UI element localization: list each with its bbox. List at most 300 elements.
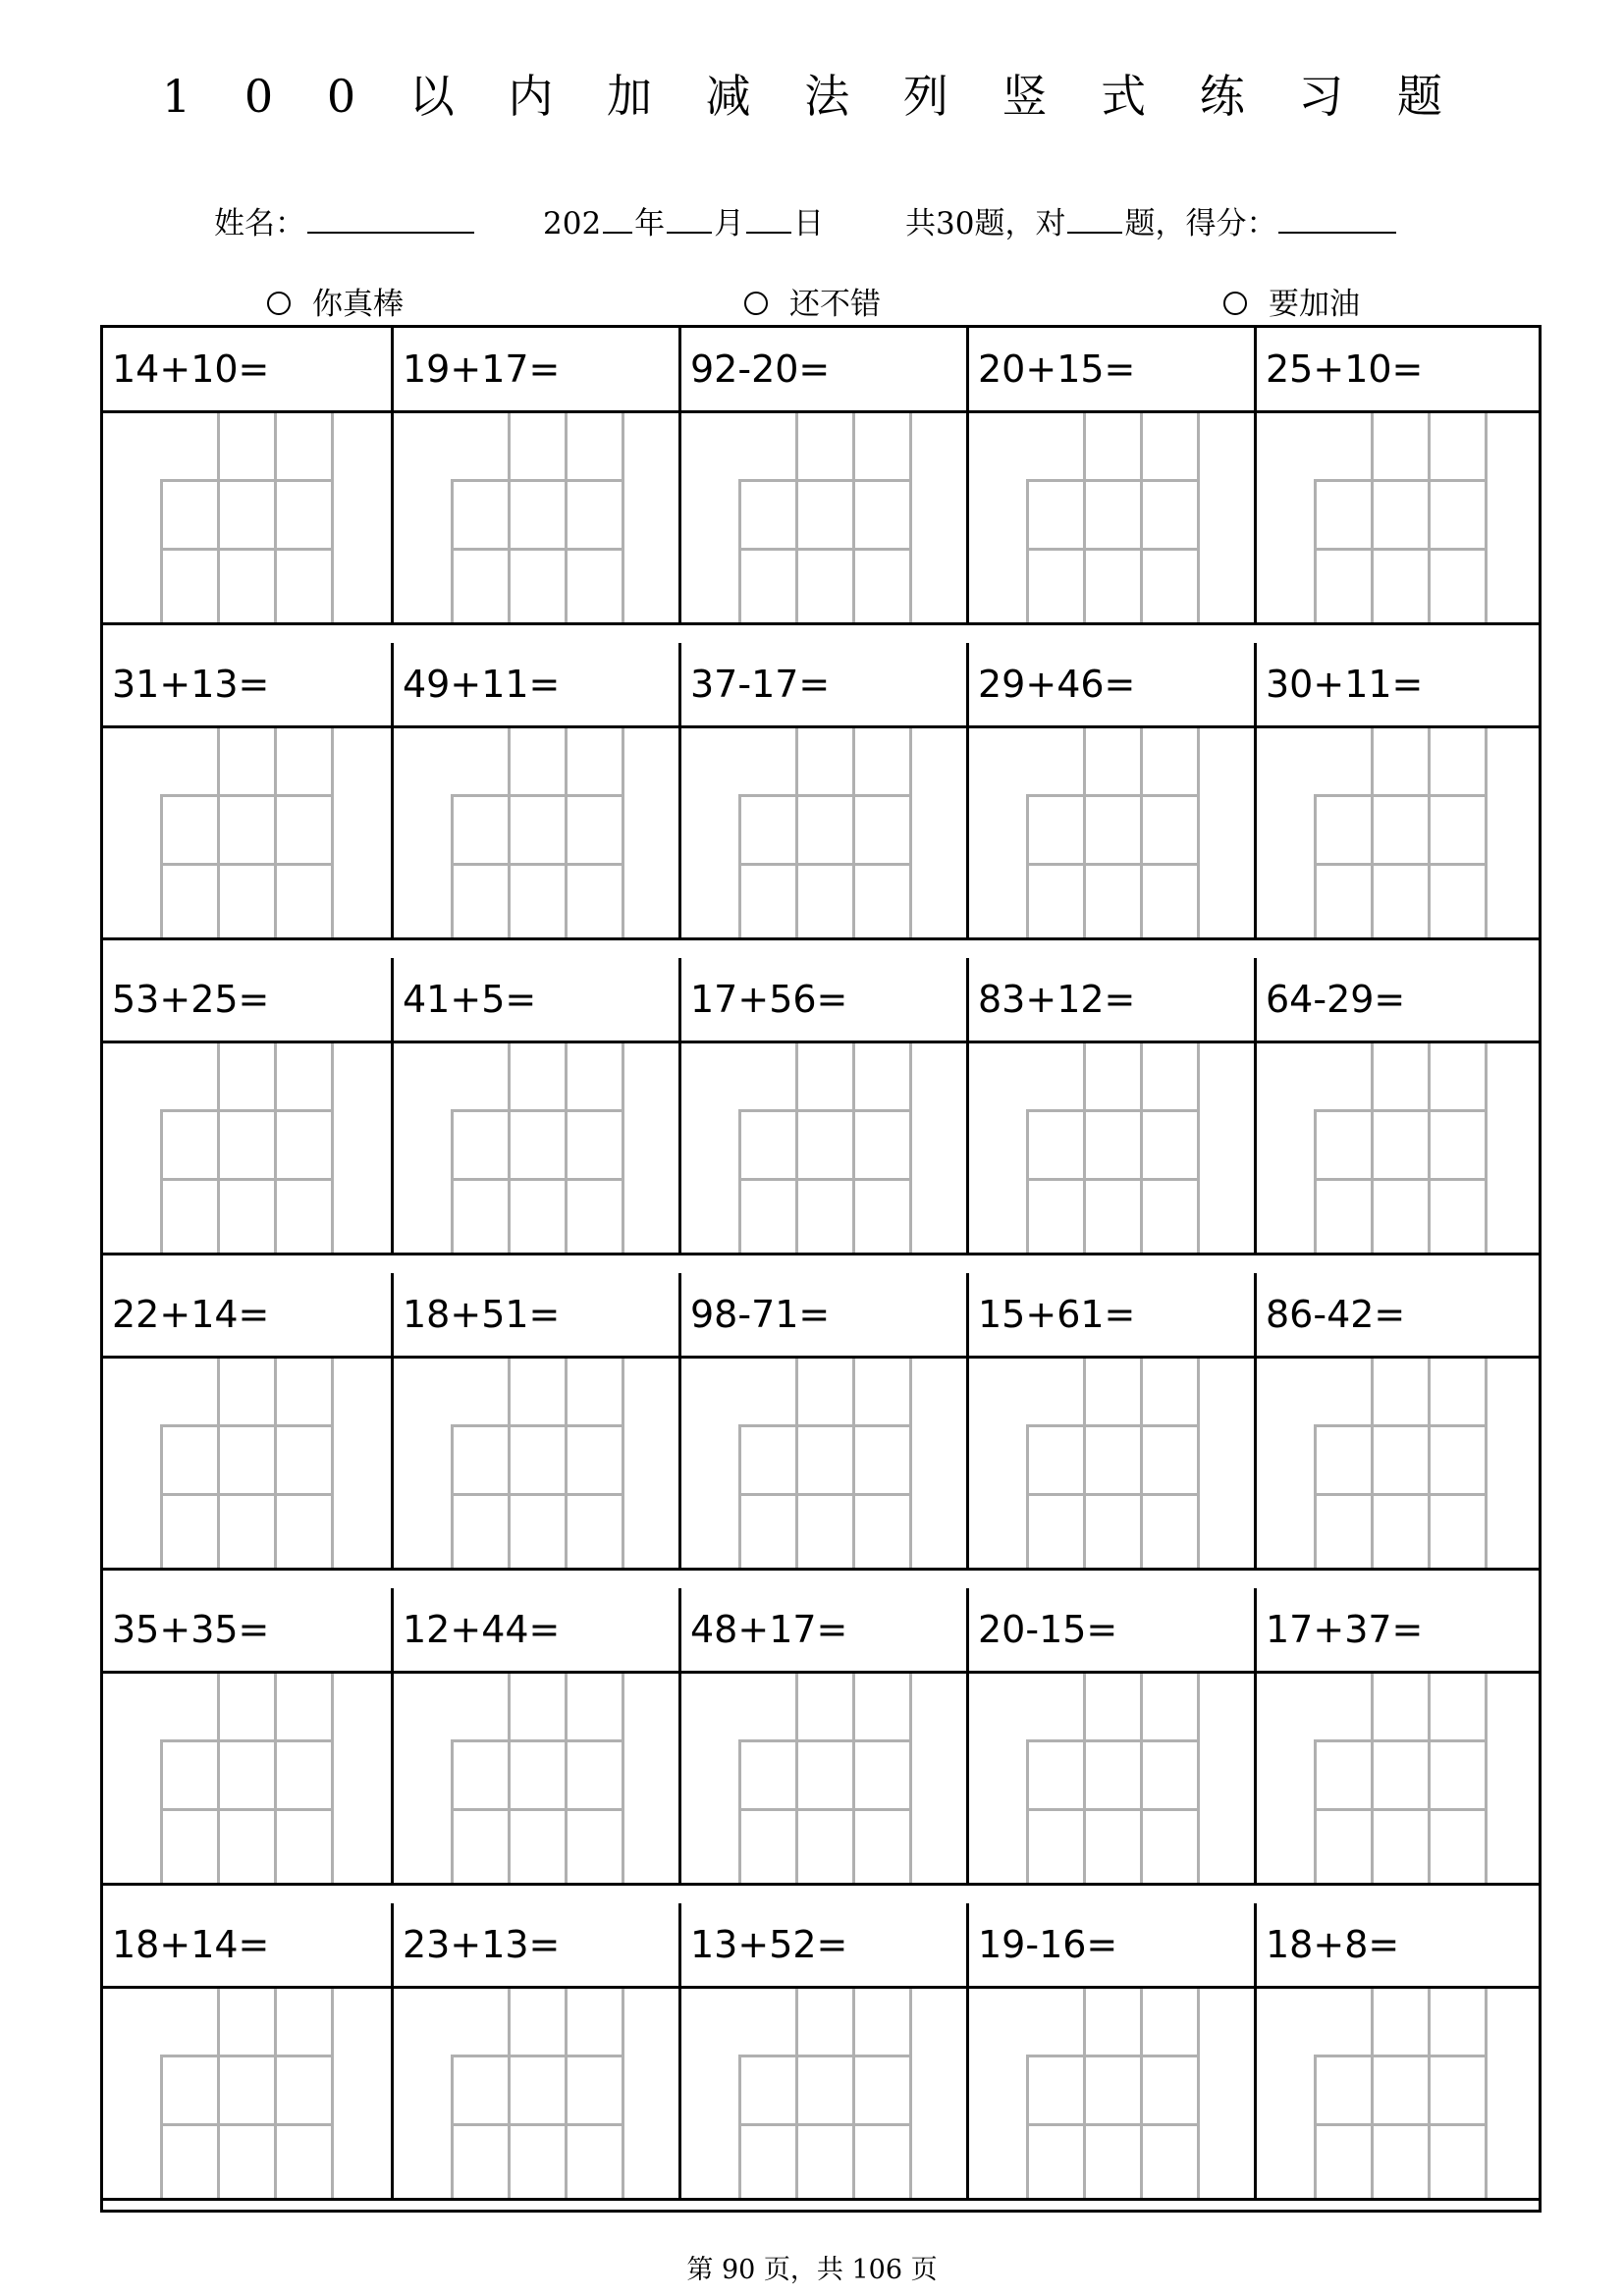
vertical-calc-grid[interactable] [681, 728, 966, 937]
grid-line-horizontal [738, 1424, 912, 1427]
grid-line-vertical [852, 728, 855, 937]
rating-option[interactable] [744, 279, 881, 323]
question-cell [678, 1273, 966, 1568]
grid-line-vertical [909, 413, 912, 622]
grid-line-horizontal [738, 863, 912, 866]
question-header [394, 643, 678, 728]
grid-line-vertical [852, 1043, 855, 1253]
grid-line-vertical [852, 1674, 855, 1883]
question-cell [391, 643, 678, 937]
question-cell [966, 1903, 1254, 2198]
grid-line-horizontal [1314, 1424, 1488, 1427]
radio-circle-icon[interactable] [267, 292, 291, 315]
grid-line-vertical [1140, 728, 1143, 937]
grid-line-vertical [1083, 728, 1086, 937]
vertical-calc-grid[interactable] [969, 1043, 1254, 1253]
rating-option[interactable] [267, 279, 404, 323]
question-text: 18+14= [112, 1923, 270, 1966]
grid-line-horizontal [160, 2123, 334, 2126]
question-header [394, 958, 678, 1043]
vertical-calc-grid[interactable] [969, 1359, 1254, 1568]
grid-line-vertical [909, 728, 912, 937]
vertical-calc-grid[interactable] [103, 1359, 391, 1568]
vertical-calc-grid[interactable] [103, 1043, 391, 1253]
grid-line-horizontal [451, 479, 624, 482]
grid-line-horizontal [160, 548, 334, 551]
question-text: 35+35= [112, 1608, 270, 1651]
question-text: 14+10= [112, 347, 270, 391]
grid-line-vertical [852, 413, 855, 622]
grid-line-vertical [508, 1674, 511, 1883]
grid-line-vertical [622, 1359, 624, 1568]
grid-line-horizontal [451, 2123, 624, 2126]
question-cell [103, 1588, 391, 1883]
grid-line-horizontal [738, 479, 912, 482]
grid-line-vertical [1485, 1043, 1488, 1253]
grid-line-vertical [160, 1739, 163, 1883]
question-cell [391, 958, 678, 1253]
question-cell [103, 958, 391, 1253]
grid-line-horizontal [1026, 1493, 1200, 1496]
correct-blank [1067, 202, 1122, 234]
question-text: 13+52= [690, 1923, 848, 1966]
grid-line-vertical [160, 1424, 163, 1568]
worksheet-grid [100, 325, 1542, 2213]
grid-line-vertical [565, 413, 568, 622]
grid-line-vertical [451, 479, 454, 622]
question-cell [103, 328, 391, 622]
grid-line-vertical [738, 794, 741, 937]
total-label: 共30题，对 [905, 206, 1066, 241]
vertical-calc-grid[interactable] [681, 1674, 966, 1883]
vertical-calc-grid[interactable] [394, 1989, 678, 2198]
question-text: 53+25= [112, 978, 270, 1021]
grid-line-vertical [1197, 1674, 1200, 1883]
grid-line-vertical [565, 1043, 568, 1253]
question-cell [391, 1588, 678, 1883]
question-header [969, 643, 1254, 728]
question-cell [1254, 643, 1539, 937]
grid-line-horizontal [160, 479, 334, 482]
grid-line-vertical [331, 1989, 334, 2198]
question-text: 22+14= [112, 1293, 270, 1336]
grid-line-vertical [1026, 2055, 1029, 2198]
grid-line-vertical [1428, 728, 1431, 937]
question-header [681, 1588, 966, 1674]
vertical-calc-grid[interactable] [681, 1989, 966, 2198]
grid-line-vertical [738, 1424, 741, 1568]
radio-circle-icon[interactable] [744, 292, 768, 315]
grid-line-horizontal [1026, 1424, 1200, 1427]
question-text: 19+17= [403, 347, 561, 391]
question-text: 17+37= [1266, 1608, 1424, 1651]
vertical-calc-grid[interactable] [1257, 413, 1539, 622]
vertical-calc-grid[interactable] [1257, 1989, 1539, 2198]
grid-line-horizontal [1026, 1808, 1200, 1811]
question-text: 17+56= [690, 978, 848, 1021]
question-cell [966, 958, 1254, 1253]
grid-line-vertical [1197, 1989, 1200, 2198]
grid-line-vertical [1083, 1989, 1086, 2198]
grid-line-horizontal [738, 1739, 912, 1742]
grid-line-horizontal [738, 1178, 912, 1181]
grid-line-vertical [1314, 479, 1317, 622]
score-field [905, 198, 1398, 242]
question-cell [678, 958, 966, 1253]
year-blank [603, 202, 632, 234]
question-text: 49+11= [403, 663, 561, 706]
question-cell [1254, 1588, 1539, 1883]
grid-line-vertical [909, 1674, 912, 1883]
grid-line-horizontal [160, 1739, 334, 1742]
grid-line-vertical [1371, 1043, 1374, 1253]
question-text: 20+15= [978, 347, 1136, 391]
question-row [103, 1903, 1539, 2201]
grid-line-horizontal [1026, 794, 1200, 797]
question-text: 48+17= [690, 1608, 848, 1651]
page-footer: 第 90 页，共 106 页 [686, 2255, 938, 2285]
grid-line-horizontal [451, 1808, 624, 1811]
question-header [969, 1273, 1254, 1359]
grid-line-horizontal [1026, 1109, 1200, 1112]
grid-line-vertical [1314, 1424, 1317, 1568]
grid-line-horizontal [738, 1493, 912, 1496]
question-header [969, 1903, 1254, 1989]
grid-line-vertical [217, 1359, 220, 1568]
grid-line-horizontal [451, 2055, 624, 2057]
grid-line-vertical [1026, 794, 1029, 937]
grid-line-vertical [1026, 479, 1029, 622]
question-header [681, 328, 966, 413]
grid-line-vertical [1083, 1674, 1086, 1883]
question-text: 98-71= [690, 1293, 831, 1336]
question-cell [1254, 328, 1539, 622]
grid-line-horizontal [738, 1109, 912, 1112]
grid-line-horizontal [1314, 794, 1488, 797]
name-label: 姓名： [214, 206, 305, 241]
question-text: 20-15= [978, 1608, 1118, 1651]
question-cell [966, 1588, 1254, 1883]
grid-line-horizontal [1314, 1109, 1488, 1112]
grid-line-vertical [1197, 413, 1200, 622]
name-field [214, 198, 476, 242]
grid-line-vertical [1197, 1359, 1200, 1568]
grid-line-horizontal [160, 1178, 334, 1181]
question-text: 25+10= [1266, 347, 1424, 391]
grid-line-vertical [565, 1989, 568, 2198]
question-cell [391, 328, 678, 622]
vertical-calc-grid[interactable] [681, 1359, 966, 1568]
grid-line-horizontal [1026, 2123, 1200, 2126]
grid-line-vertical [451, 1109, 454, 1253]
grid-line-vertical [795, 413, 798, 622]
question-text: 18+51= [403, 1293, 561, 1336]
grid-line-vertical [1140, 1989, 1143, 2198]
grid-line-horizontal [1026, 1178, 1200, 1181]
vertical-calc-grid[interactable] [394, 1674, 678, 1883]
question-cell [1254, 958, 1539, 1253]
grid-line-horizontal [1314, 548, 1488, 551]
grid-line-vertical [1485, 728, 1488, 937]
vertical-calc-grid[interactable] [1257, 1359, 1539, 1568]
question-text: 92-20= [690, 347, 831, 391]
grid-line-vertical [274, 413, 277, 622]
question-header [1257, 328, 1539, 413]
vertical-calc-grid[interactable] [103, 728, 391, 937]
grid-line-vertical [622, 413, 624, 622]
correct-suffix: 题，得分： [1124, 206, 1277, 241]
grid-line-vertical [274, 1359, 277, 1568]
grid-line-vertical [217, 1043, 220, 1253]
grid-line-vertical [1314, 2055, 1317, 2198]
vertical-calc-grid[interactable] [103, 1674, 391, 1883]
question-header [103, 1903, 391, 1989]
name-blank [307, 202, 474, 234]
grid-line-vertical [1485, 1674, 1488, 1883]
grid-line-horizontal [1314, 863, 1488, 866]
grid-line-vertical [852, 1989, 855, 2198]
grid-line-vertical [508, 728, 511, 937]
grid-line-vertical [738, 2055, 741, 2198]
question-cell [1254, 1903, 1539, 2198]
question-header [969, 1588, 1254, 1674]
grid-line-horizontal [160, 1424, 334, 1427]
grid-line-vertical [622, 728, 624, 937]
vertical-calc-grid[interactable] [1257, 1043, 1539, 1253]
question-row [103, 958, 1539, 1255]
grid-line-vertical [451, 2055, 454, 2198]
grid-line-vertical [1314, 1109, 1317, 1253]
grid-line-vertical [795, 1359, 798, 1568]
vertical-calc-grid[interactable] [681, 1043, 966, 1253]
question-text: 19-16= [978, 1923, 1118, 1966]
grid-line-horizontal [1314, 1493, 1488, 1496]
day-blank [746, 202, 791, 234]
grid-line-vertical [508, 1359, 511, 1568]
grid-line-vertical [909, 1043, 912, 1253]
grid-line-vertical [1371, 1359, 1374, 1568]
grid-line-vertical [909, 1359, 912, 1568]
month-label: 月 [714, 206, 745, 241]
grid-line-vertical [1371, 1989, 1374, 2198]
grid-line-vertical [795, 728, 798, 937]
year-prefix: 202 [543, 206, 602, 241]
vertical-calc-grid[interactable] [969, 1674, 1254, 1883]
grid-line-vertical [1485, 1359, 1488, 1568]
grid-line-vertical [795, 1989, 798, 2198]
grid-line-vertical [451, 1739, 454, 1883]
question-text: 30+11= [1266, 663, 1424, 706]
grid-line-vertical [1026, 1109, 1029, 1253]
grid-line-vertical [795, 1043, 798, 1253]
grid-line-vertical [1140, 1359, 1143, 1568]
grid-line-horizontal [738, 548, 912, 551]
grid-line-vertical [508, 1989, 511, 2198]
grid-line-horizontal [1026, 863, 1200, 866]
grid-line-vertical [331, 1674, 334, 1883]
grid-line-vertical [738, 1739, 741, 1883]
question-text: 31+13= [112, 663, 270, 706]
grid-line-vertical [1428, 413, 1431, 622]
grid-line-horizontal [451, 1178, 624, 1181]
grid-line-vertical [160, 1109, 163, 1253]
grid-line-vertical [622, 1989, 624, 2198]
question-cell [966, 643, 1254, 937]
vertical-calc-grid[interactable] [394, 413, 678, 622]
grid-line-vertical [274, 1989, 277, 2198]
grid-line-vertical [1485, 1989, 1488, 2198]
question-text: 29+46= [978, 663, 1136, 706]
vertical-calc-grid[interactable] [103, 1989, 391, 2198]
grid-line-vertical [1314, 1739, 1317, 1883]
question-cell [678, 328, 966, 622]
question-header [681, 1273, 966, 1359]
grid-line-vertical [331, 728, 334, 937]
question-header [1257, 1273, 1539, 1359]
question-text: 18+8= [1266, 1923, 1400, 1966]
rating-label: 还不错 [789, 287, 881, 322]
question-header [681, 1903, 966, 1989]
grid-line-horizontal [1314, 1739, 1488, 1742]
grid-line-horizontal [451, 863, 624, 866]
grid-line-vertical [217, 728, 220, 937]
vertical-calc-grid[interactable] [394, 1043, 678, 1253]
question-cell [966, 328, 1254, 622]
question-header [1257, 958, 1539, 1043]
rating-option[interactable] [1223, 279, 1360, 323]
question-text: 86-42= [1266, 1293, 1406, 1336]
grid-line-vertical [1485, 413, 1488, 622]
vertical-calc-grid[interactable] [681, 413, 966, 622]
vertical-calc-grid[interactable] [1257, 728, 1539, 937]
question-row [103, 328, 1539, 625]
grid-line-horizontal [451, 1493, 624, 1496]
vertical-calc-grid[interactable] [969, 413, 1254, 622]
vertical-calc-grid[interactable] [1257, 1674, 1539, 1883]
question-header [681, 643, 966, 728]
grid-line-vertical [1083, 1359, 1086, 1568]
question-text: 83+12= [978, 978, 1136, 1021]
grid-line-vertical [738, 1109, 741, 1253]
grid-line-vertical [1197, 728, 1200, 937]
question-text: 23+13= [403, 1923, 561, 1966]
grid-line-vertical [795, 1674, 798, 1883]
grid-line-vertical [508, 1043, 511, 1253]
vertical-calc-grid[interactable] [103, 413, 391, 622]
question-header [1257, 643, 1539, 728]
score-blank [1278, 202, 1396, 234]
question-text: 41+5= [403, 978, 537, 1021]
question-header [1257, 1588, 1539, 1674]
question-header [969, 958, 1254, 1043]
grid-line-vertical [1428, 1989, 1431, 2198]
grid-line-vertical [160, 794, 163, 937]
year-label: 年 [634, 206, 666, 241]
grid-line-vertical [909, 1989, 912, 2198]
grid-line-vertical [622, 1674, 624, 1883]
grid-line-horizontal [738, 2055, 912, 2057]
grid-line-horizontal [1026, 1739, 1200, 1742]
grid-line-vertical [331, 1043, 334, 1253]
grid-line-horizontal [160, 794, 334, 797]
grid-line-vertical [217, 1674, 220, 1883]
question-header [394, 1903, 678, 1989]
grid-line-horizontal [451, 1739, 624, 1742]
grid-line-vertical [1371, 413, 1374, 622]
grid-line-vertical [1371, 1674, 1374, 1883]
grid-line-vertical [508, 413, 511, 622]
vertical-calc-grid[interactable] [394, 1359, 678, 1568]
month-blank [667, 202, 712, 234]
date-field [543, 198, 824, 242]
grid-line-vertical [1026, 1424, 1029, 1568]
vertical-calc-grid[interactable] [969, 1989, 1254, 2198]
grid-line-vertical [1197, 1043, 1200, 1253]
grid-line-vertical [1083, 413, 1086, 622]
grid-line-vertical [565, 1674, 568, 1883]
grid-line-horizontal [1314, 1178, 1488, 1181]
grid-line-horizontal [451, 548, 624, 551]
grid-line-horizontal [160, 2055, 334, 2057]
grid-line-horizontal [1314, 2055, 1488, 2057]
question-text: 15+61= [978, 1293, 1136, 1336]
grid-line-horizontal [1026, 2055, 1200, 2057]
grid-line-vertical [217, 413, 220, 622]
question-cell [391, 1903, 678, 2198]
grid-line-vertical [451, 794, 454, 937]
question-header [394, 1588, 678, 1674]
grid-line-vertical [1026, 1739, 1029, 1883]
question-header [1257, 1903, 1539, 1989]
grid-line-horizontal [1314, 2123, 1488, 2126]
question-cell [678, 1903, 966, 2198]
grid-line-vertical [274, 728, 277, 937]
vertical-calc-grid[interactable] [969, 728, 1254, 937]
question-header [969, 328, 1254, 413]
grid-line-vertical [565, 1359, 568, 1568]
grid-line-vertical [1314, 794, 1317, 937]
grid-line-vertical [331, 1359, 334, 1568]
question-text: 37-17= [690, 663, 831, 706]
grid-line-vertical [160, 2055, 163, 2198]
question-row [103, 643, 1539, 940]
question-text: 64-29= [1266, 978, 1406, 1021]
question-cell [1254, 1273, 1539, 1568]
question-row [103, 1588, 1539, 1886]
grid-line-horizontal [451, 1424, 624, 1427]
grid-line-vertical [1140, 413, 1143, 622]
question-header [103, 1273, 391, 1359]
radio-circle-icon[interactable] [1223, 292, 1247, 315]
grid-line-vertical [1428, 1043, 1431, 1253]
question-row [103, 1273, 1539, 1571]
question-cell [678, 643, 966, 937]
vertical-calc-grid[interactable] [394, 728, 678, 937]
question-header [394, 328, 678, 413]
grid-line-vertical [1428, 1359, 1431, 1568]
grid-line-vertical [274, 1043, 277, 1253]
question-cell [391, 1273, 678, 1568]
grid-line-horizontal [1314, 479, 1488, 482]
question-cell [103, 643, 391, 937]
grid-line-horizontal [738, 2123, 912, 2126]
question-text: 12+44= [403, 1608, 561, 1651]
grid-line-horizontal [1026, 548, 1200, 551]
grid-line-horizontal [160, 863, 334, 866]
grid-line-horizontal [160, 1808, 334, 1811]
grid-line-horizontal [1026, 479, 1200, 482]
question-cell [103, 1273, 391, 1568]
